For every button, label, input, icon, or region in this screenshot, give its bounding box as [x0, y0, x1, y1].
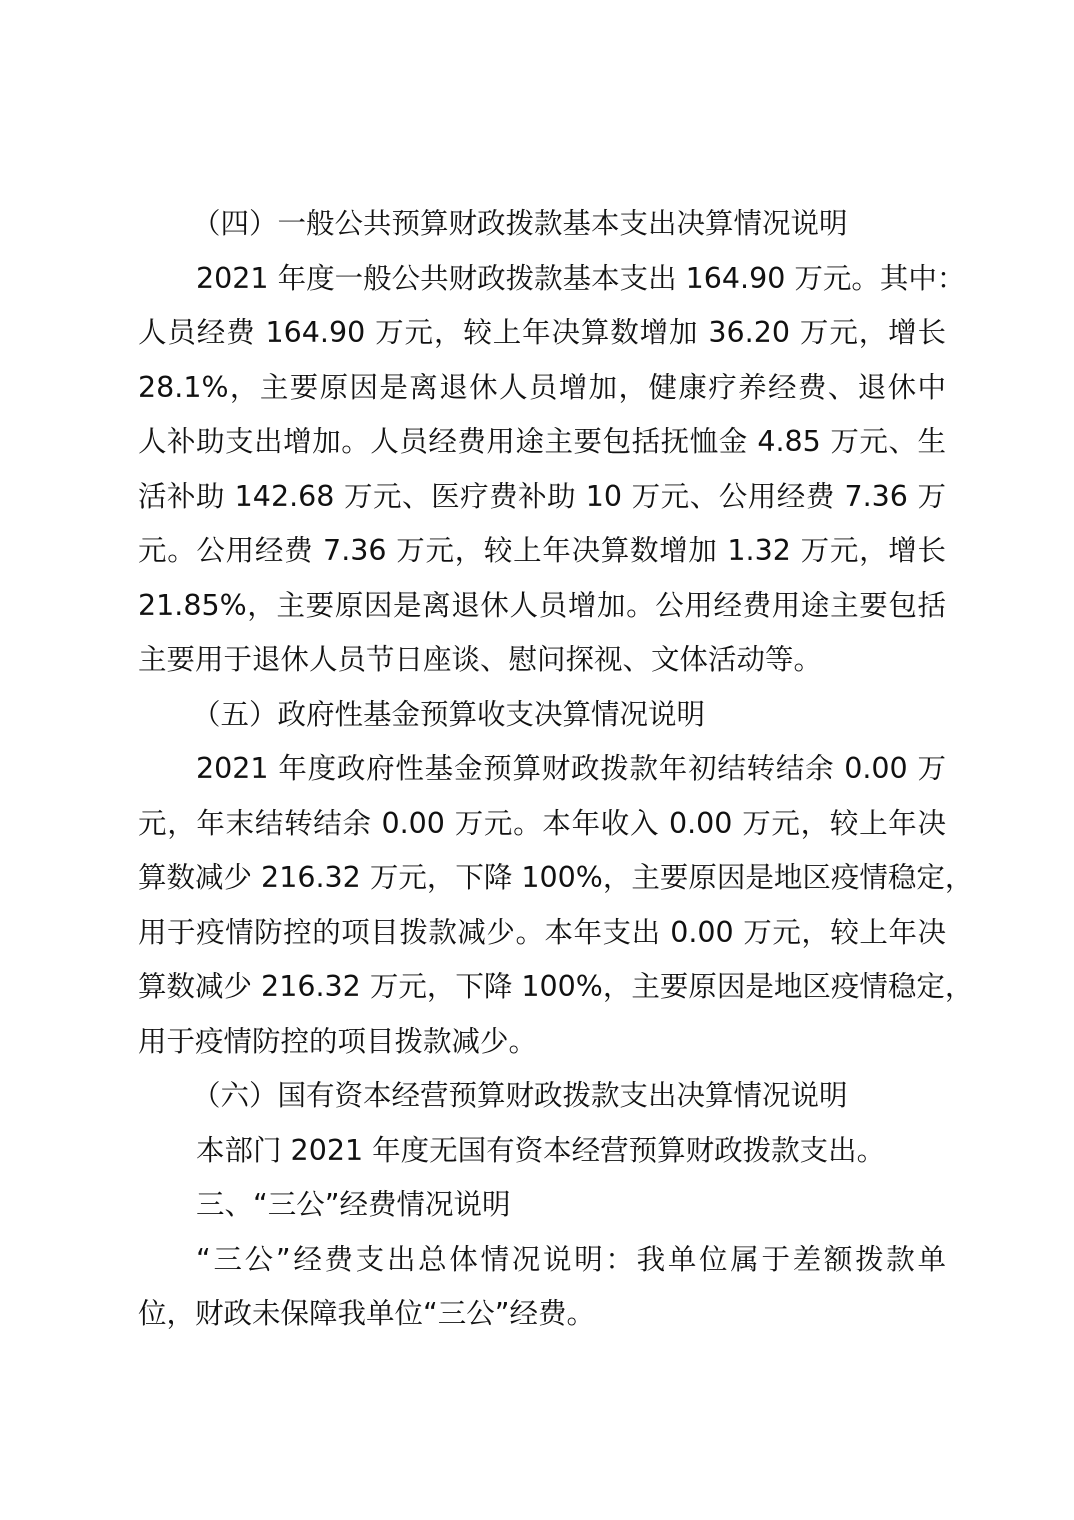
paragraph-line: 2021 年度一般公共财政拨款基本支出 164.90 万元。其中： — [196, 261, 966, 295]
section-heading-3: 三、“三公”经费情况说明 — [196, 1188, 511, 1221]
paragraph-line: 2021 年度政府性基金预算财政拨款年初结转结余 0.00 万 — [196, 752, 946, 785]
paragraph-line: 活补助 142.68 万元、医疗费补助 10 万元、公用经费 7.36 万 — [138, 479, 946, 513]
paragraph-line: 元，年末结转结余 0.00 万元。本年收入 0.00 万元，较上年决 — [138, 806, 946, 840]
document-page — [138, 197, 974, 1342]
section-heading-4: （四）一般公共预算财政拨款基本支出决算情况说明 — [192, 207, 848, 240]
paragraph-line: 本部门 2021 年度无国有资本经营预算财政拨款支出。 — [196, 1133, 886, 1167]
paragraph-line: “三公”经费支出总体情况说明：我单位属于差额拨款单 — [196, 1242, 946, 1276]
paragraph-line: 元。公用经费 7.36 万元，较上年决算数增加 1.32 万元，增长 — [138, 534, 946, 567]
paragraph-line: 位，财政未保障我单位“三公”经费。 — [138, 1297, 596, 1330]
section-heading-6: （六）国有资本经营预算财政拨款支出决算情况说明 — [192, 1079, 848, 1112]
section-heading-5: （五）政府性基金预算收支决算情况说明 — [192, 697, 706, 731]
paragraph-line: 人补助支出增加。人员经费用途主要包括抚恤金 4.85 万元、生 — [138, 425, 946, 458]
paragraph-line: 主要用于退休人员节日座谈、慰问探视、文体活动等。 — [138, 643, 823, 676]
paragraph-line: 算数减少 216.32 万元，下降 100%，主要原因是地区疫情稳定， — [138, 970, 974, 1003]
paragraph-line: 算数减少 216.32 万元，下降 100%，主要原因是地区疫情稳定， — [138, 861, 974, 894]
paragraph-line: 人员经费 164.90 万元，较上年决算数增加 36.20 万元，增长 — [138, 316, 946, 349]
paragraph-line: 28.1%，主要原因是离退休人员增加，健康疗养经费、退休中 — [138, 370, 946, 404]
paragraph-line: 21.85%，主要原因是离退休人员增加。公用经费用途主要包括 — [138, 588, 946, 622]
paragraph-line: 用于疫情防控的项目拨款减少。 — [138, 1024, 538, 1058]
paragraph-line: 用于疫情防控的项目拨款减少。本年支出 0.00 万元，较上年决 — [138, 915, 946, 949]
